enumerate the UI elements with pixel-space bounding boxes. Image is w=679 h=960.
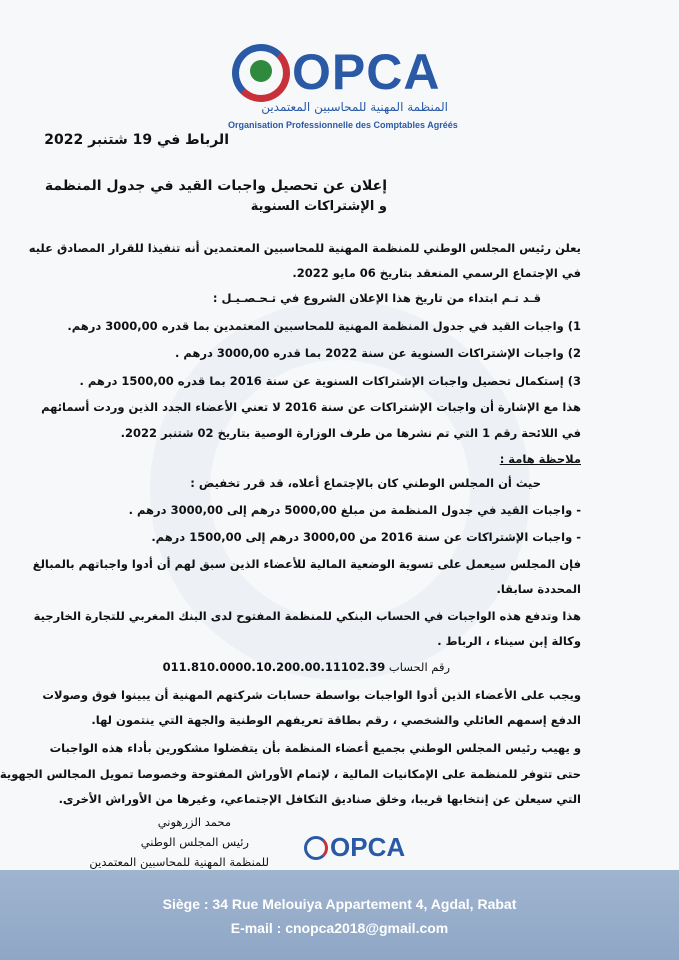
stamp-logo (300, 830, 430, 874)
intro-line-1: يعلن رئيس المجلس الوطني للمنظمة المهنية للمحاسبين المعتمدين أنه تنفيذا للقرار المصادق عليه (28, 241, 581, 255)
note-line-1: حيث أن المجلس الوطني كان بالإجتماع أعلاه، قد قرر تخفيض : (190, 476, 541, 490)
must-line-1: ويجب على الأعضاء الذين أدوا الواجبات بواسطة حسابات شركتهم المهنية أن يبينوا فوق وصولات (42, 688, 581, 702)
settle-line-1: فإن المجلس سيعمل على تسوية الوضعية المالية للأعضاء الذين سبق لهم أن أدوا واجباتهم بالمبالغ (32, 557, 581, 571)
intro-line-2: في الإجتماع الرسمي المنعقد بتاريخ 06 مايو 2022. (292, 266, 581, 280)
appeal-line-1: و يهيب رئيس المجلس الوطني بجميع أعضاء المنظمة بأن يتفضلوا مشكورين بأداء هذه الواجبات (49, 741, 581, 755)
appeal-line-3: التي سيعلن عن إنتخابها قريبا، وخلق صناديق التكافل الإجتماعي، وغيرها من الأوراش الأخرى. (58, 792, 581, 806)
logo-text: OPCA (292, 44, 441, 100)
stamp-logo-text: OPCA (330, 832, 406, 862)
logo-french-name: Organisation Professionnelle des Comptables Agréés (228, 120, 458, 130)
document-date: الرباط في 19 شتنبر 2022 (44, 132, 229, 148)
settle-line-2: المحددة سابقا. (496, 582, 581, 596)
note-line-2: - واجبات القيد في جدول المنظمة من مبلغ 5000,00 درهم إلى 3000,00 درهم . (128, 503, 581, 517)
appeal-line-2: حتى تتوفر للمنظمة على الإمكانيات المالية ، لإتمام الأوراش المفتوحة وخصوصا تمويل المجالس الجهوية (0, 767, 581, 781)
title-line-1: إعلان عن تحصيل واجبات القيد في جدول المنظمة (44, 178, 387, 194)
note-title: ملاحظة هامة : (499, 452, 581, 466)
footer-address: Siège : 34 Rue Melouiya Appartement 4, Agdal, Rabat (162, 896, 517, 912)
footer-band (0, 870, 679, 960)
logo-emblem-icon (250, 60, 272, 82)
account-line (162, 660, 450, 674)
must-line-2: الدفع إسمهم العائلي والشخصي ، رقم بطاقة تعريفهم الوطنية والجهة التي ينتمون لها. (91, 713, 581, 727)
account-number: 011.810.0000.10.200.00.11102.39 (162, 660, 386, 674)
opca-logo (228, 38, 468, 138)
note-line-3: - واجبات الإشتراكات عن سنة 2016 من 3000,00 درهم إلى 1500,00 درهم. (151, 530, 581, 544)
item-1: 1) واجبات القيد في جدول المنظمة المهنية للمحاسبين المعتمدين بما قدره 3000,00 درهم. (67, 319, 581, 333)
signature-role: رئيس المجلس الوطني (140, 835, 249, 849)
footer-email: E-mail : cnopca2018@gmail.com (230, 920, 449, 936)
title-line-2: و الإشتراكات السنوية (250, 199, 387, 214)
signature-org: للمنظمة المهنية للمحاسبين المعتمدين (89, 855, 269, 869)
start-line: قـد تـم ابتداء من تاريخ هذا الإعلان الشروع في تـحـصـيـل : (212, 291, 541, 305)
pay-line-2: وكالة إبن سيناء ، الرباط . (437, 634, 581, 648)
remark-line-2: في اللائحة رقم 1 التي تم نشرها من طرف الوزارة الوصية بتاريخ 02 شتنبر 2022. (120, 426, 581, 440)
item-3: 3) إستكمال تحصيل واجبات الإشتراكات السنوية عن سنة 2016 بما قدره 1500,00 درهم . (79, 374, 581, 388)
remark-line-1: هذا مع الإشارة أن واجبات الإشتراكات عن سنة 2016 لا تعني الأعضاء الجدد الذين وردت أسمائهم (41, 400, 581, 414)
signature-name: محمد الزرهوني (157, 815, 231, 829)
logo-arabic-name: المنظمة المهنية للمحاسبين المعتمدين (261, 100, 448, 114)
account-label: رقم الحساب (388, 660, 450, 674)
item-2: 2) واجبات الإشتراكات السنوية عن سنة 2022 بما قدره 3000,00 درهم . (175, 346, 581, 360)
stamp-ring-icon (304, 836, 328, 860)
pay-line-1: هذا وتدفع هذه الواجبات في الحساب البنكي للمنظمة المفتوح لدى البنك المغربي للتجارة الخارجية (33, 609, 581, 623)
